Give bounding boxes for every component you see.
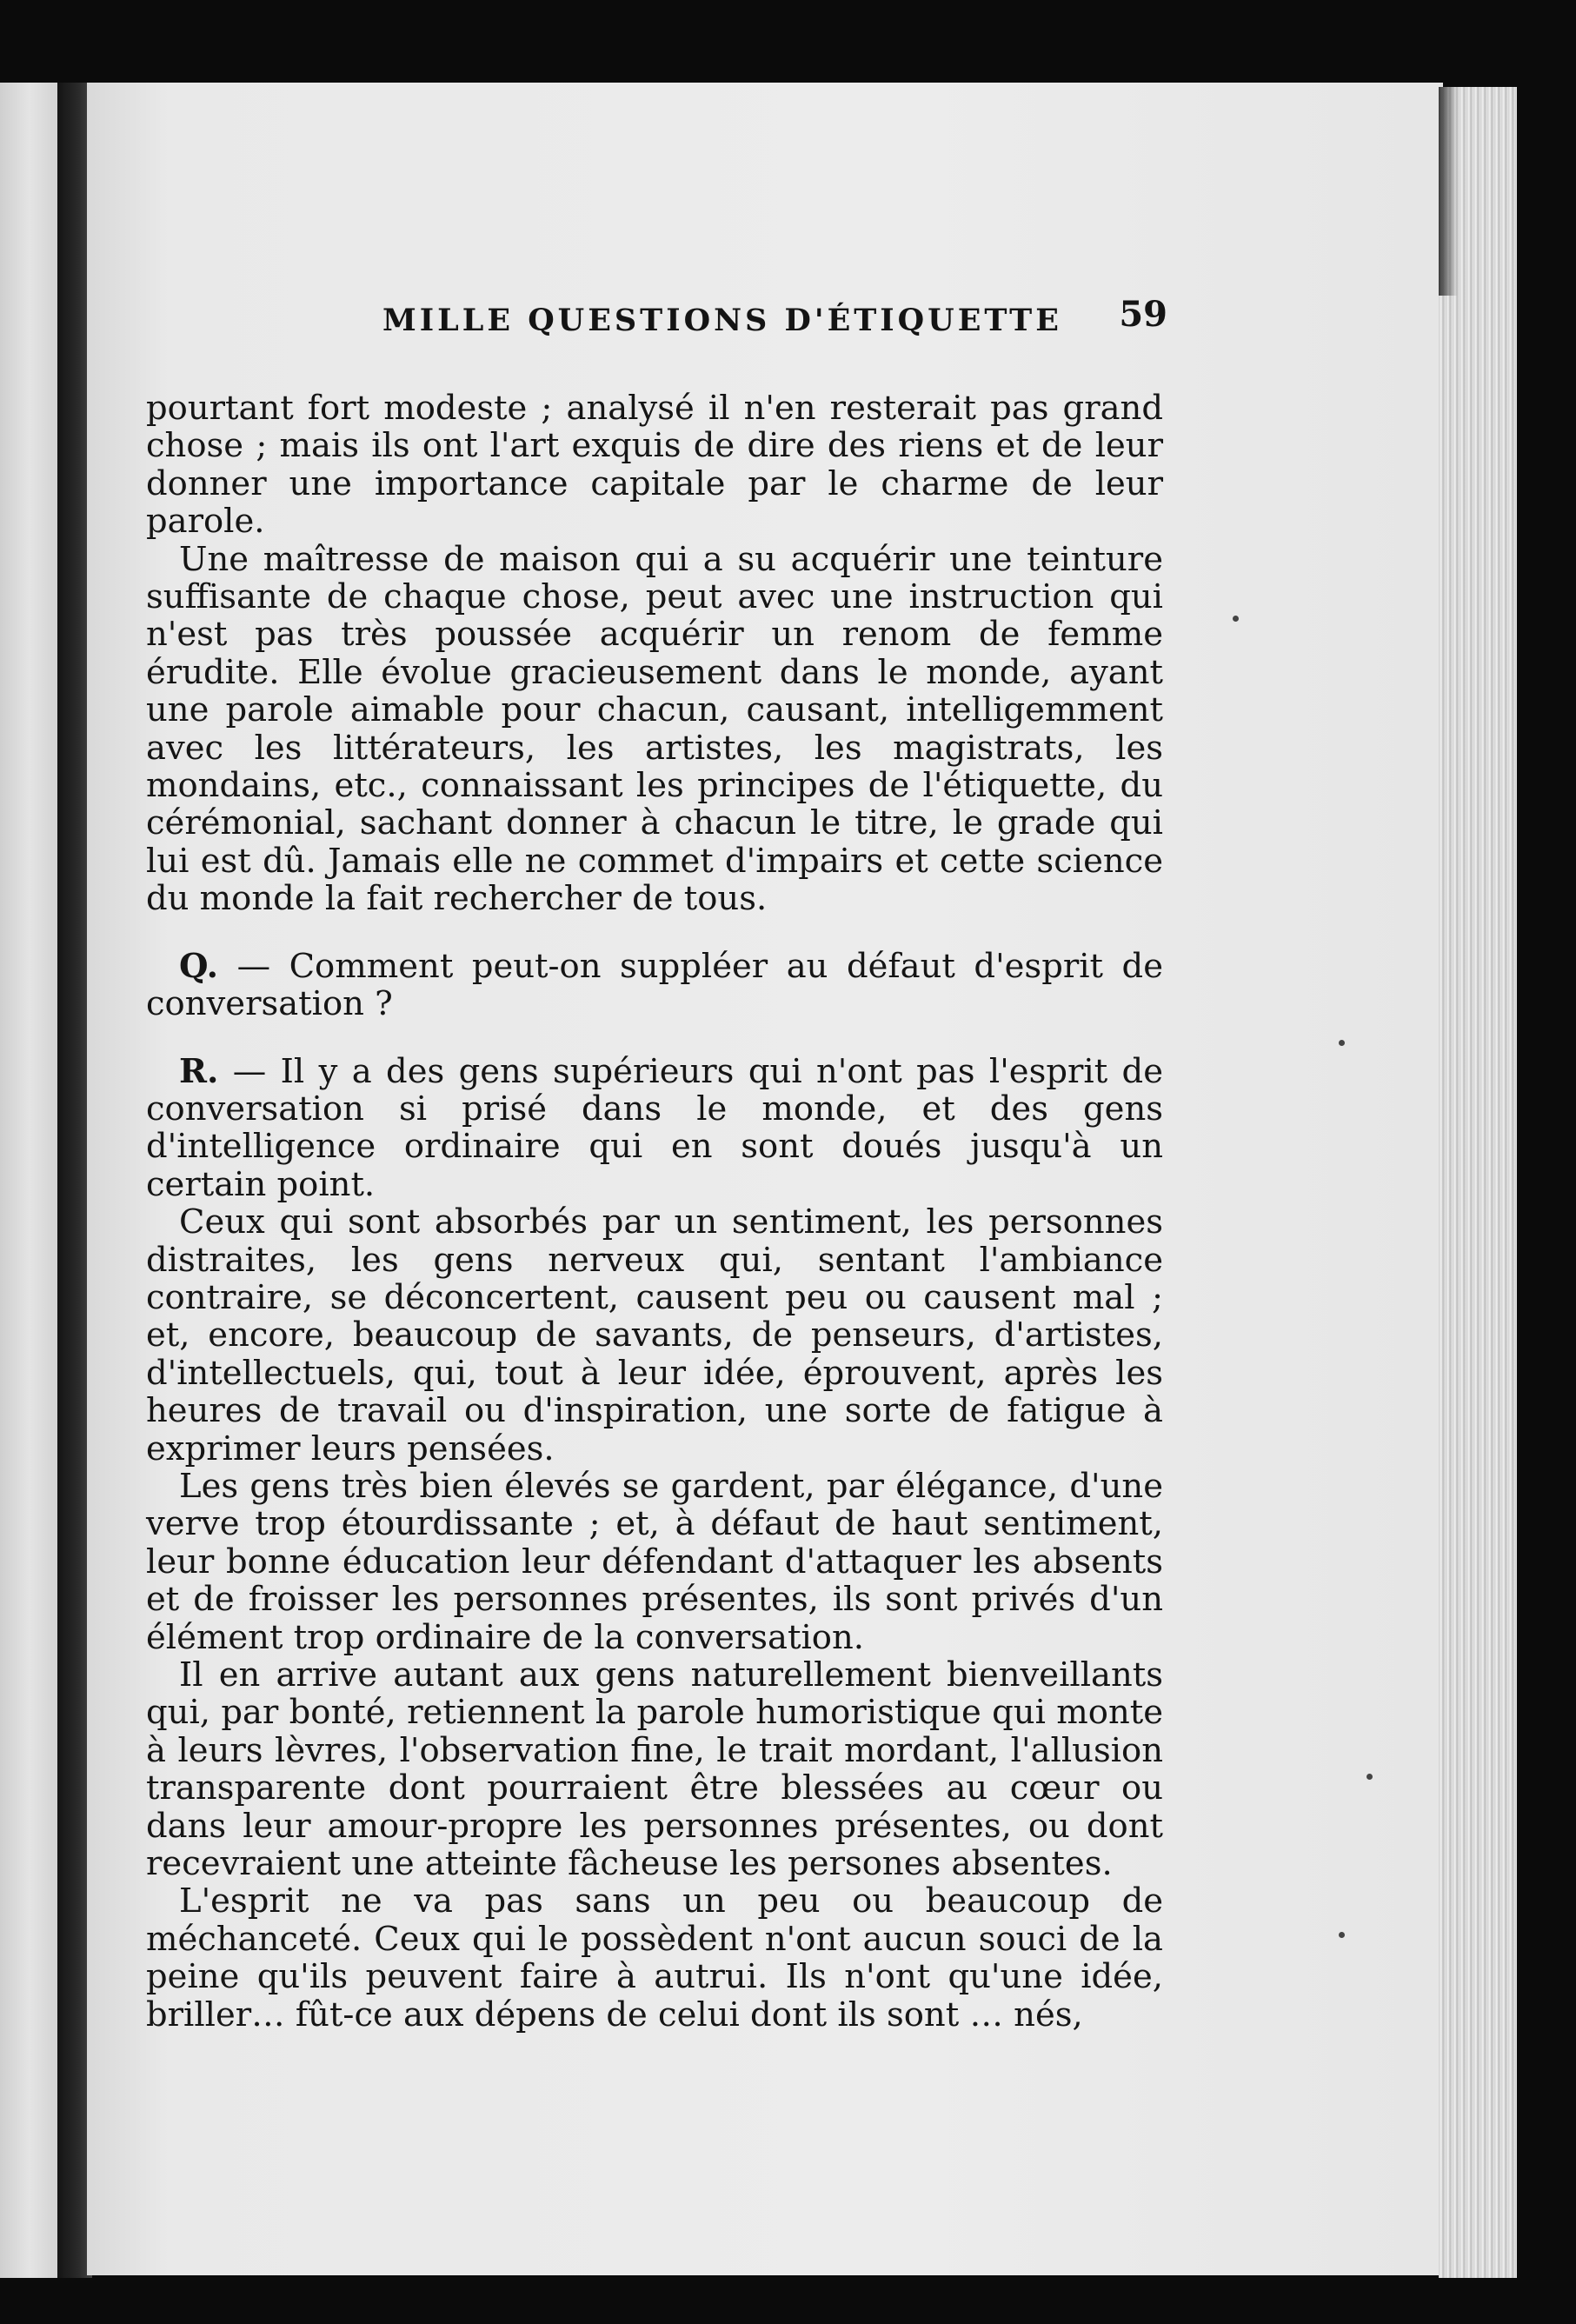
paragraph (146, 1882, 1163, 2034)
running-title: MILLE QUESTIONS D'ÉTIQUETTE (382, 303, 1062, 338)
dust-speck (1233, 616, 1239, 622)
edge-shadow (1439, 87, 1458, 296)
paragraph-continuation (146, 390, 1163, 541)
paragraph-text: pourtant fort modeste ; analysé il n'en resterait pas grand chose ; mais ils ont l'art exquis de dire des riens et de leur donner une importance capitale par le charme de leur parole. (146, 389, 1163, 542)
paragraph (146, 1203, 1163, 1468)
paragraph (146, 1468, 1163, 1656)
paragraph (146, 541, 1163, 918)
dust-speck (1339, 1040, 1345, 1046)
paragraph-text: Il en arrive autant aux gens naturellement bienveillants qui, par bonté, retiennent la parole humoristique qui monte à leurs lèvres, l'observation fine, le trait mordant, l'allusion transparente dont pourraient être blessées au cœur ou dans leur amour-propre les personnes présentes, ou dont recevraient une atteinte fâcheuse les persones absentes. (146, 1655, 1163, 1884)
answer-marker: R. (179, 1051, 219, 1091)
answer-paragraph (146, 1053, 1163, 1204)
page-block-edge (1439, 87, 1517, 2278)
paragraph (146, 1656, 1163, 1882)
facing-page-edge (0, 83, 59, 2278)
paragraph-text: Une maîtresse de maison qui a su acquérir une teinture suffisante de chaque chose, peut avec une instruction qui n'est pas très poussée acquérir un renom de femme érudite. Elle évolue gracieusement dans le monde, ayant une parole aimable pour chacun, causant, intelligemment avec les littérateurs, les artistes, les magistrats, les mondains, etc., connaissant les principes de l'étiquette, du cérémonial, sachant donner à chacun le titre, le grade qui lui est dû. Jamais elle ne commet d'impairs et cette science du monde la fait rechercher de tous. (146, 539, 1163, 919)
page-number: 59 (1119, 294, 1167, 335)
running-header (146, 294, 1167, 346)
question-marker: Q. (179, 946, 219, 986)
body-text (146, 390, 1163, 2034)
paragraph-text: Ceux qui sont absorbés par un sentiment, les personnes distraites, les gens nerveux qui, sentant l'ambiance contraire, se déconcertent, causent peu ou causent mal ; et, encore, beaucoup de savants, de penseurs, d'artistes, d'intellectuels, qui, tout à leur idée, éprouvent, après les heures de travail ou d'inspiration, une sorte de fatigue à exprimer leurs pensées. (146, 1202, 1163, 1468)
question-text: — Comment peut-on suppléer au défaut d'esprit de conversation ? (146, 946, 1163, 1024)
paragraph-text: Les gens très bien élevés se gardent, par élégance, d'une verve trop étourdissante ; et, à défaut de haut sentiment, leur bonne éducation leur défendant d'attaquer les absents et de froisser les personnes présentes, ils sont privés d'un élément trop ordinaire de la conversation. (146, 1466, 1163, 1657)
answer-text: — Il y a des gens supérieurs qui n'ont pas l'esprit de conversation si prisé dans le monde, et des gens d'intelligence ordinaire qui en sont doués jusqu'à un certain point. (146, 1051, 1163, 1204)
question-paragraph (146, 948, 1163, 1023)
paragraph-text: L'esprit ne va pas sans un peu ou beaucoup de méchanceté. Ceux qui le possèdent n'ont aucun souci de la peine qu'ils peuvent faire à autrui. Ils n'ont qu'une idée, briller… fût-ce aux dépens de celui dont ils sont … nés, (146, 1881, 1163, 2034)
dust-speck (1339, 1932, 1345, 1938)
dust-speck (1367, 1774, 1373, 1780)
